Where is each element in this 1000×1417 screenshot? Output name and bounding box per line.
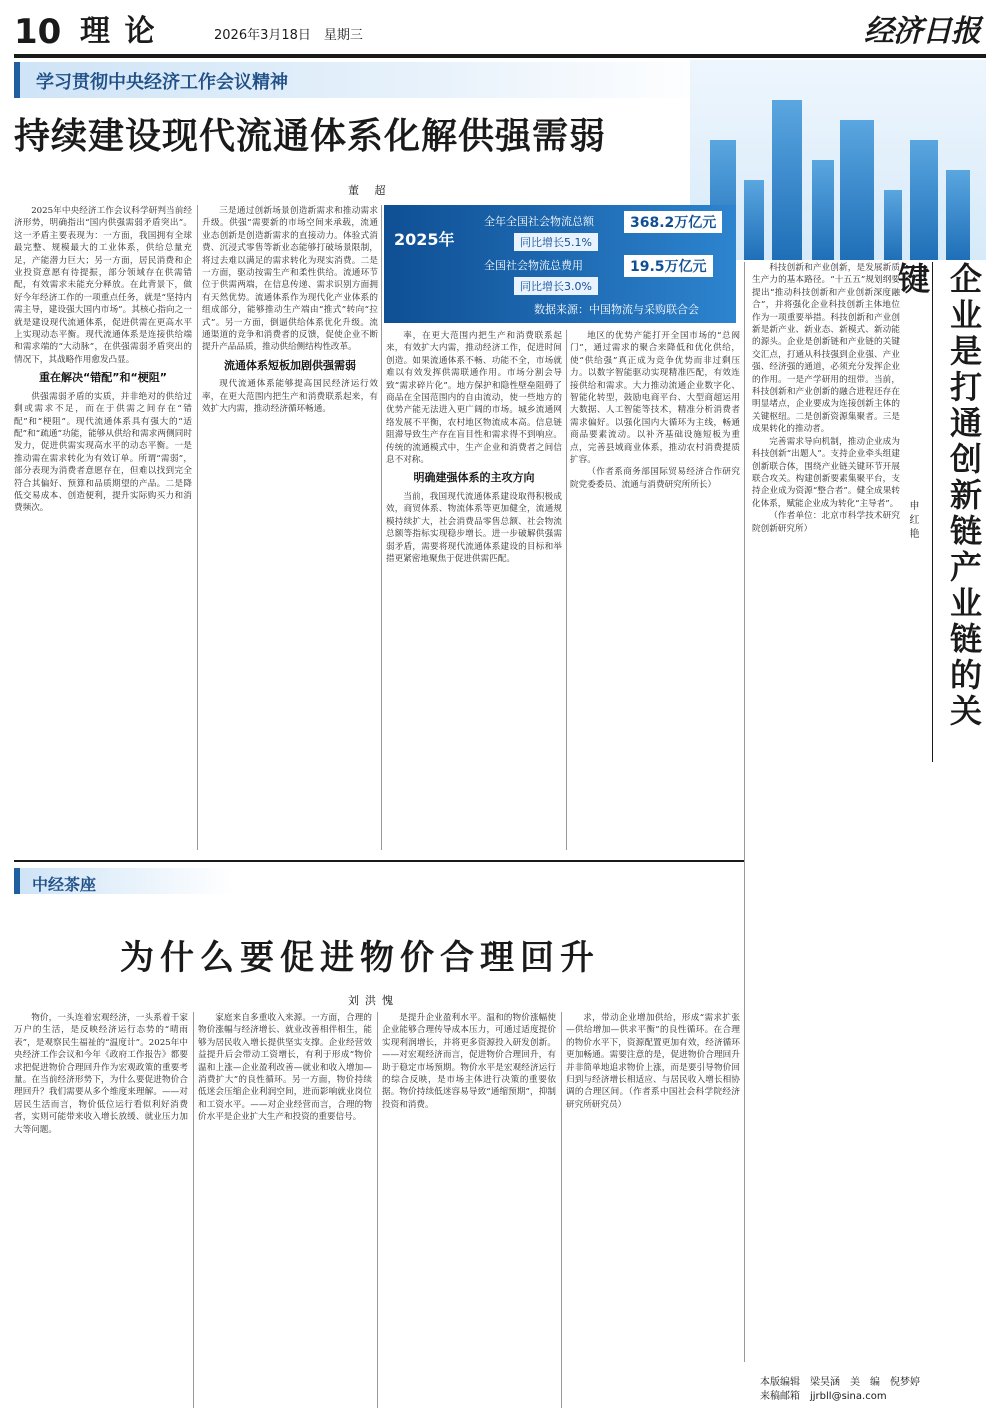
article1-author: 董 超	[348, 184, 392, 197]
article1-column-4	[570, 330, 740, 850]
article2-author: 刘洪愧	[348, 994, 399, 1007]
article1-column-2	[202, 205, 378, 850]
infobox-source: 数据来源：中国物流与采购联合会	[534, 303, 699, 316]
article1-paragraph: 率，在更大范围内把生产和消费联系起来，有效扩大内需，推动经济工作，促进时间创造。如果流通体系不畅、功能不全，市场就难以有效发挥供需联通作用。市场分割会导致“需求碎片化”。地方保护和隐性壁垒阻碍了商品在全国范围内的自由流动，使一些地方的优势产能无法进入更广阔的市场。城乡流通网络发展不平衡，农村地区物流成本高。信息链阻滞导致生产存在盲目性和需求得不到响应。传统的流通模式中，生产企业和消费者之间信息不对称。	[386, 331, 562, 466]
masthead	[14, 12, 986, 58]
section-title: 理 论	[80, 14, 157, 49]
editor-credits	[760, 1376, 986, 1404]
article1-paragraph: 2025年中央经济工作会议科学研判当前经济形势，明确指出“国内供强需弱矛盾突出”。这一矛盾主要表现为：一方面，我国拥有全球最完整、规模最大的工业体系，供给总量充足，产能潜力巨大；另一方面，居民消费和企业投资意愿有待提振，部分领域存在供需错配，有效需求未能充分释放。在此背景下，做好今年经济工作的一项重点任务，就是“坚持内需主导，建设强大国内市场”。其核心指向之一就是建设现代流通体系，促进供需在更高水平上实现动态平衡。现代流通体系是连接供给端和需求端的“大动脉”，在供强需弱矛盾突出的情况下，其战略作用愈发凸显。	[14, 206, 192, 365]
infobox-label-2: 全国社会物流总费用	[484, 259, 583, 272]
infobox-value-1: 368.2万亿元	[624, 211, 722, 233]
article2-paragraph: 是提升企业盈利水平。温和的物价涨幅使企业能够合理传导成本压力，可通过适度提价实现利润增长，并将更多资源投入研发创新。——对宏观经济而言，促进物价合理回升，有助于稳定市场预期。物价水平是宏观经济运行的综合反映，是市场主体进行决策的重要依据。物价持续低迷容易导致“通缩预期”，抑制投资和消费。	[382, 1013, 556, 1110]
page-number: 10	[14, 12, 62, 52]
article2-column-3	[382, 1012, 556, 1408]
sidebar-article-author: 申红艳	[907, 500, 918, 542]
article1-paragraph: 供强需弱矛盾的实质，并非绝对的供给过剩或需求不足，而在于供需之间存在“错配”和“梗阻”。现代流通体系具有强大的“适配”和“疏通”功能，能够从供给和需求两侧同时发力，促进供需实现高水平的动态平衡。一是推动需在需求转化为有效订单。所谓“需弱”，部分表现为消费者意愿存在，但难以找到完全符合其偏好、预算和品质期望的产品。二是降低交易成本、创造便利，提升实际购买力和消费频次。	[14, 391, 192, 514]
series-banner-label: 学习贯彻中央经济工作会议精神	[36, 72, 288, 93]
article1-author-note: （作者系商务部国际贸易经济合作研究院党委委员、流通与消费研究所所长）	[570, 467, 740, 490]
infobox-label-1: 全年全国社会物流总额	[484, 215, 594, 228]
article1-paragraph: 地区的优势产能打开全国市场的“总阀门”，通过需求的聚合来降低和优化供给，使“供给强”真正成为竞争优势而非过剩压力。以数字智能驱动实现精准匹配，有效连接供给和需求。大力推动流通企业数字化、智能化转型，鼓励电商平台、大型商超运用大数据、人工智能等技术，精准分析消费者需求偏好。以强化国内大循环为主线，畅通商品要素流动。以补齐基础设施短板为重点，完善县域商业体系，推动农村消费提质扩容。	[570, 331, 740, 466]
article2-column-2	[198, 1012, 372, 1408]
article1-column-1	[14, 205, 192, 850]
article2-paragraph: 家庭来自多重收入来源。一方面，合理的物价涨幅与经济增长、就业改善相伴相生，能够为居民收入增长提供坚实支撑。企业经营效益提升后会带动工资增长，有利于形成“物价温和上涨—企业盈利改善—就业和收入增加—消费扩大”的良性循环。另一方面，物价持续低迷会压缩企业利润空间，进而影响就业岗位和工资水平。——对企业经营而言，合理的物价水平是企业扩大生产和投资的重要信号。	[198, 1013, 372, 1123]
infobox-year: 2025年	[394, 230, 455, 249]
infobox-growth-1: 同比增长5.1%	[514, 233, 598, 251]
sidebar-paragraph: 科技创新和产业创新，是发展新质生产力的基本路径。“十五五”规划纲要提出“推动科技创新和产业创新深度融合”，并将强化企业科技创新主体地位作为一项重要举措。科技创新和产业创新是新产业、新业态、新模式、新动能的源头。企业是创新链和产业链的关键交汇点，打通从科技强到企业强、产业强、经济强的通道，必须充分发挥企业的作用。一是产学研用的纽带。当前，科技创新和产业创新的融合进程还存在明显堵点，企业要成为连接创新主体的关键枢纽。二是创新资源集聚者。三是成果转化的推动者。	[752, 263, 900, 435]
article1-paragraph: 现代流通体系能够提高国民经济运行效率，在更大范围内把生产和消费联系起来，有效扩大内需，推动经济循环畅通。	[202, 379, 378, 415]
sidebar-author-note: （作者单位：北京市科学技术研究院创新研究所）	[752, 511, 900, 534]
article1-column-3	[386, 330, 562, 850]
logistics-infobox	[384, 205, 736, 323]
sidebar-article-body	[752, 262, 900, 1362]
newspaper-logo: 经济日报	[864, 14, 980, 49]
sidebar-paragraph: 完善需求导向机制，推动企业成为科技创新“出题人”。支持企业牵头组建创新联合体，围绕产业链关键环节开展联合攻关。构建创新要素集聚平台，支持企业成为资源“整合者”。健全成果转化体系，赋能企业成为转化“主导者”。	[752, 436, 900, 509]
column-tag-label: 中经茶座	[32, 875, 97, 894]
article2-column-4	[566, 1012, 740, 1408]
editor-names: 本版编辑 梁昊涵 美 编 倪梦婷	[760, 1377, 920, 1388]
article1-paragraph: 当前，我国现代流通体系建设取得积极成效，商贸体系、物流体系等更加健全，流通规模持续扩大，社会消费品零售总额、社会物流总额等指标实现稳步增长。进一步破解供强需弱矛盾，需要将现代流通体系建设的目标和举措更紧密地聚焦于促进供需匹配。	[386, 491, 562, 564]
article2-title: 为什么要促进物价合理回升	[120, 938, 600, 978]
sidebar-article-title: 企业是打通创新链产业链的关键	[932, 262, 990, 762]
article1-subheading-2: 流通体系短板加剧供强需弱	[224, 358, 356, 372]
submission-email: 来稿邮箱 jjrbll@sina.com	[760, 1391, 887, 1402]
article1-title: 持续建设现代流通体系化解供强需弱	[14, 116, 607, 157]
article1-subheading-3: 明确建强体系的主攻方向	[413, 471, 535, 485]
section-divider	[14, 860, 744, 862]
article2-paragraph: 求，带动企业增加供给，形成“需求扩张—供给增加—供求平衡”的良性循环。在合理的物价水平下，资源配置更加有效，经济循环更加畅通。需要注意的是，促进物价合理回升并非简单地追求物价上涨，而是要引导物价回归到与经济增长相适应、与居民收入增长相协调的合理区间。（作者系中国社会科学院经济研究所研究员）	[566, 1013, 740, 1110]
article2-paragraph: 物价，一头连着宏观经济，一头系着千家万户的生活，是反映经济运行态势的“晴雨表”，是观察民生福祉的“温度计”。2025年中央经济工作会议和今年《政府工作报告》都要求把促进物价合理回升作为宏观政策的重要考量。在当前经济形势下，为什么要促进物价合理回升？我们需要从多个维度来理解。——对居民生活而言，物价低位运行看似利好消费者，实则可能带来收入增长放缓、就业压力加大等问题。	[14, 1013, 188, 1135]
infobox-growth-2: 同比增长3.0%	[514, 277, 598, 295]
column-tag	[14, 868, 234, 894]
issue-date: 2026年3月18日 星期三	[214, 28, 363, 43]
article1-subheading-1: 重在解决“错配”和“梗阻”	[39, 371, 167, 385]
article2-column-1	[14, 1012, 188, 1408]
article1-paragraph: 三是通过创新场景创造新需求和推动需求升级。供强“需要新的市场空间来承载，流通业态创新是创造新需求的直接动力。体验式消费、沉浸式零售等新业态能够打破场景限制，将过去难以满足的需求转化为现实消费。二是一方面，驱动按需生产和柔性供给。流通环节位于供需两端，在信息传递、需求识别方面拥有天然优势。流通体系作为现代化产业体系的组成部分，能够推动生产端由“推式”转向“拉式”。另一方面，倒逼供给体系优化升级。流通渠道的竞争和消费者的反馈，促使企业不断提升产品品质，推动供给侧结构性改革。	[202, 206, 378, 353]
infobox-value-2: 19.5万亿元	[624, 255, 713, 277]
series-banner	[14, 62, 714, 98]
